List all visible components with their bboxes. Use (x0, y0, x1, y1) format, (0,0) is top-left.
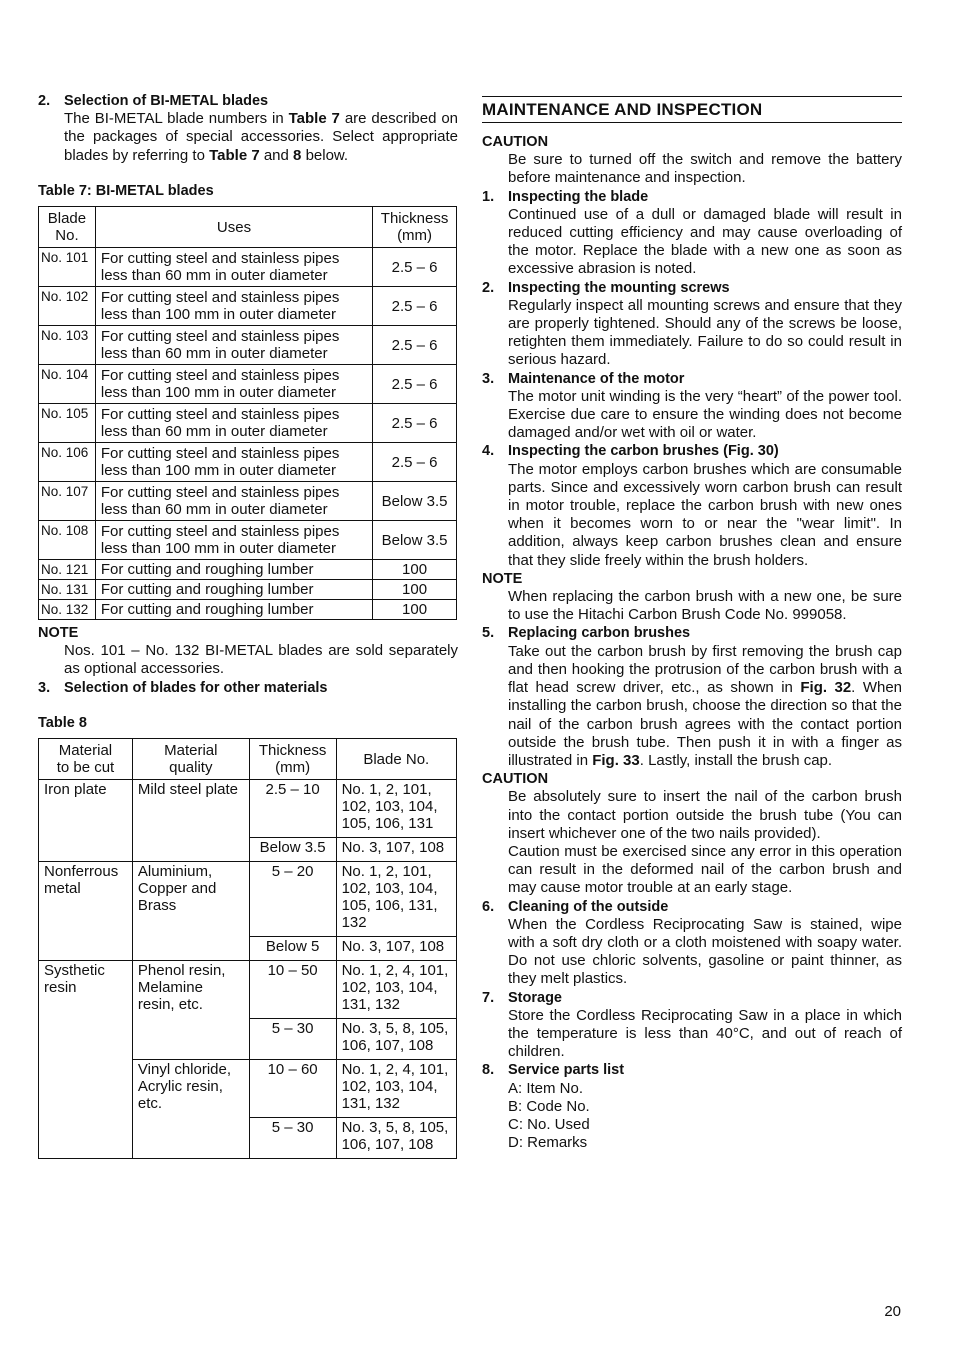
list-item: D: Remarks (508, 1134, 588, 1152)
item-5-text: Take out the carbon brush by first removing the brush cap and then hooking the protrusion of the carbon brush with a flat head screw driver, etc., as shown in Fig. 32. When installing the carbon brush, choose the direction so that the nail of the carbon brush agrees with the contact portion outside the brush tube. Then push it in with a finger as illustrated in Fig. 33. Lastly, install the brush cap. (508, 642, 902, 769)
blade-number-cell: No. 1, 2, 4, 101, 102, 103, 104, 131, 132 (336, 961, 456, 1019)
note-text: When replacing the carbon brush with a new one, be sure to use the Hitachi Carbon Brush Code No. 999058. (508, 588, 902, 624)
text: When installing the carbon brush, choose the direction so that the nail of the carbon brush agrees with the contact portion outside the brush tube. Then push it in with a finger as illustrated in (508, 679, 902, 769)
text: . Lastly, install the brush cap. (639, 751, 833, 769)
list-item: C: No. Used (508, 1115, 590, 1133)
blade-number-cell: No. 131 (39, 580, 96, 600)
text: are described on the packages of special accessories. Select appropriate blades by referring to (64, 110, 459, 164)
blade-number-cell: No. 106 (39, 443, 96, 482)
material-cell: Systhetic resin (39, 961, 133, 1159)
service-parts-list (482, 1080, 902, 1153)
table-reference: 8 (293, 146, 302, 164)
uses-cell: For cutting steel and stainless pipes less than 60 mm in outer diameter (95, 404, 372, 443)
material-cell: Iron plate (39, 780, 133, 862)
thickness-cell: Below 5 (249, 937, 336, 961)
column-header: Material quality (132, 739, 249, 780)
thickness-cell: Below 3.5 (373, 482, 457, 521)
thickness-cell: 100 (373, 560, 457, 580)
item-title: Inspecting the mounting screws (508, 279, 730, 296)
table-row (39, 326, 457, 365)
table-row (39, 404, 457, 443)
list-item: B: Code No. (508, 1097, 590, 1115)
item-8-heading (482, 1061, 902, 1079)
table-8 (38, 738, 457, 1159)
blade-number-cell: No. 101 (39, 248, 96, 287)
uses-cell: For cutting steel and stainless pipes less than 60 mm in outer diameter (95, 482, 372, 521)
item-number: 5. (482, 625, 495, 642)
quality-cell: Vinyl chloride, Acrylic resin, etc. (132, 1060, 249, 1159)
column-header: Blade No. (39, 207, 96, 248)
blade-number-cell: No. 3, 107, 108 (336, 937, 456, 961)
section-title: Selection of BI-METAL blades (64, 93, 269, 109)
note-label: NOTE (38, 625, 79, 642)
uses-cell: For cutting and roughing lumber (95, 580, 372, 600)
thickness-cell: 100 (373, 600, 457, 620)
quality-cell: Aluminium, Copper and Brass (132, 862, 249, 961)
blade-number-cell: No. 105 (39, 404, 96, 443)
table-reference: Table 7 (209, 146, 260, 164)
item-number: 1. (482, 188, 495, 205)
thickness-cell: 5 – 20 (249, 862, 336, 937)
uses-cell: For cutting and roughing lumber (95, 560, 372, 580)
thickness-cell: 10 – 60 (249, 1060, 336, 1118)
item-title: Inspecting the blade (508, 188, 649, 205)
thickness-cell: Below 3.5 (249, 838, 336, 862)
thickness-cell: 10 – 50 (249, 961, 336, 1019)
blade-number-cell: No. 108 (39, 521, 96, 560)
item-text: When the Cordless Reciprocating Saw is stained, wipe with a soft dry cloth or a cloth moistened with soapy water. Do not use chloric solvents, gasoline or paint thinner, as they melt plastics. (508, 915, 902, 988)
table-row (39, 961, 457, 1019)
table-row (39, 862, 457, 937)
blade-number-cell: No. 107 (39, 482, 96, 521)
figure-reference: Fig. 32 (800, 679, 852, 697)
thickness-cell: 2.5 – 6 (373, 326, 457, 365)
uses-cell: For cutting and roughing lumber (95, 600, 372, 620)
section-2-text (38, 110, 458, 165)
item-7-heading (482, 989, 902, 1007)
column-header: Thickness (mm) (373, 207, 457, 248)
item-4-heading (482, 442, 902, 460)
thickness-cell: Below 3.5 (373, 521, 457, 560)
item-number: 7. (482, 989, 495, 1006)
item-number: 4. (482, 443, 495, 460)
thickness-cell: 5 – 30 (249, 1118, 336, 1159)
column-header: Uses (95, 207, 372, 248)
caution-label: CAUTION (482, 771, 549, 788)
table-reference: Table 7 (288, 110, 340, 128)
thickness-cell: 2.5 – 6 (373, 404, 457, 443)
blade-number-cell: No. 3, 5, 8, 105, 106, 107, 108 (336, 1118, 456, 1159)
blade-number-cell: No. 1, 2, 4, 101, 102, 103, 104, 131, 132 (336, 1060, 456, 1118)
blade-number-cell: No. 3, 5, 8, 105, 106, 107, 108 (336, 1019, 456, 1060)
section-number: 3. (38, 679, 51, 696)
page-number: 20 (884, 1303, 901, 1320)
table-header-row (39, 739, 457, 780)
section-title: MAINTENANCE AND INSPECTION (482, 96, 902, 123)
column-header: Blade No. (336, 739, 456, 780)
table-row (39, 521, 457, 560)
table-7-caption: Table 7: BI-METAL blades (38, 182, 214, 199)
blade-number-cell: No. 102 (39, 287, 96, 326)
blade-number-cell: No. 104 (39, 365, 96, 404)
item-title: Replacing carbon brushes (508, 625, 691, 642)
caution-text: Caution must be exercised since any error in this operation can result in the deformed nail of the carbon brush and may cause motor trouble at an early stage. (508, 842, 902, 897)
thickness-cell: 5 – 30 (249, 1019, 336, 1060)
text: below. (305, 146, 349, 164)
text: Take out the carbon brush by first removing the brush cap and then hooking the protrusion of the carbon brush with a flat head screw driver, etc., as shown in (508, 642, 902, 697)
table-row (39, 600, 457, 620)
section-title: Selection of blades for other materials (64, 679, 328, 696)
item-5-heading (482, 624, 902, 642)
section-2-heading (38, 92, 458, 110)
item-title: Inspecting the carbon brushes (Fig. 30) (508, 443, 779, 460)
note-label: NOTE (482, 570, 523, 587)
uses-cell: For cutting steel and stainless pipes less than 100 mm in outer diameter (95, 287, 372, 326)
caution-text: Be absolutely sure to insert the nail of the carbon brush into the contact portion outside the brush tube (You can insert whichever one of the two nails provided). (508, 788, 902, 842)
table-8-caption: Table 8 (38, 714, 87, 731)
blade-number-cell: No. 1, 2, 101, 102, 103, 104, 105, 106, 131 (336, 780, 456, 838)
item-2-heading (482, 279, 902, 297)
table-header-row (39, 207, 457, 248)
item-title: Service parts list (508, 1062, 625, 1079)
column-header: Material to be cut (39, 739, 133, 780)
table-row (39, 482, 457, 521)
section-number: 2. (38, 93, 51, 109)
item-title: Storage (508, 989, 562, 1006)
table-7 (38, 206, 457, 620)
right-column (482, 92, 902, 1152)
item-number: 8. (482, 1062, 495, 1079)
uses-cell: For cutting steel and stainless pipes less than 100 mm in outer diameter (95, 365, 372, 404)
caution-label: CAUTION (482, 134, 549, 150)
blade-number-cell: No. 3, 107, 108 (336, 838, 456, 862)
table-row (39, 780, 457, 838)
table-row (39, 560, 457, 580)
item-title: Maintenance of the motor (508, 370, 685, 387)
list-item: A: Item No. (508, 1079, 584, 1097)
item-text: The motor employs carbon brushes which are consumable parts. Since and excessively worn carbon brush can result in motor trouble, replace the carbon brush with new ones when it becomes worn to or near the "wear limit". In addition, always keep carbon brushes clean and ensure that they slide freely within the brush holders. (508, 460, 902, 569)
table-8-body (39, 780, 457, 1159)
item-number: 6. (482, 898, 495, 915)
thickness-cell: 2.5 – 6 (373, 365, 457, 404)
item-3-heading (482, 370, 902, 388)
table-row (39, 443, 457, 482)
uses-cell: For cutting steel and stainless pipes less than 60 mm in outer diameter (95, 248, 372, 287)
blade-number-cell: No. 1, 2, 101, 102, 103, 104, 105, 106, 131, 132 (336, 862, 456, 937)
item-6-heading (482, 898, 902, 916)
thickness-cell: 2.5 – 6 (373, 287, 457, 326)
item-number: 3. (482, 370, 495, 387)
thickness-cell: 100 (373, 580, 457, 600)
figure-reference: Fig. 33 (592, 751, 640, 769)
item-text: Continued use of a dull or damaged blade will result in reduced cutting efficiency and may cause overloading of the motor. Replace the blade with a new one as soon as excessive abrasion is noted. (508, 205, 902, 278)
thickness-cell: 2.5 – 6 (373, 248, 457, 287)
quality-cell: Mild steel plate (132, 780, 249, 862)
uses-cell: For cutting steel and stainless pipes less than 100 mm in outer diameter (95, 443, 372, 482)
table-row (39, 580, 457, 600)
item-text: Regularly inspect all mounting screws and ensure that they are properly tightened. Should any of the screws be loose, retighten them immediately. Failure to do so could result in serious hazard. (508, 296, 902, 369)
thickness-cell: 2.5 – 6 (373, 443, 457, 482)
table-7-header (39, 207, 457, 248)
uses-cell: For cutting steel and stainless pipes less than 100 mm in outer diameter (95, 521, 372, 560)
text: and (263, 146, 289, 164)
table-row (39, 365, 457, 404)
item-text: Store the Cordless Reciprocating Saw in a place in which the temperature is less than 40°C, and out of reach of children. (508, 1006, 902, 1061)
left-column (38, 92, 458, 1159)
quality-cell: Phenol resin, Melamine resin, etc. (132, 961, 249, 1060)
item-1-heading (482, 188, 902, 206)
blade-number-cell: No. 132 (39, 600, 96, 620)
item-title: Cleaning of the outside (508, 898, 669, 915)
table-row (39, 248, 457, 287)
material-cell: Nonferrous metal (39, 862, 133, 961)
column-header: Thickness (mm) (249, 739, 336, 780)
thickness-cell: 2.5 – 10 (249, 780, 336, 838)
item-number: 2. (482, 279, 495, 296)
section-3-heading (38, 679, 458, 697)
caution-text: Be sure to turned off the switch and remove the battery before maintenance and inspection. (508, 151, 902, 187)
blade-number-cell: No. 103 (39, 326, 96, 365)
table-7-body (39, 248, 457, 620)
text: The BI-METAL blade numbers in (64, 110, 284, 128)
table-row (39, 287, 457, 326)
uses-cell: For cutting steel and stainless pipes less than 60 mm in outer diameter (95, 326, 372, 365)
item-text: The motor unit winding is the very “heart” of the power tool. Exercise due care to ensure the winding does not become damaged and/or wet with oil or water. (508, 387, 902, 442)
blade-number-cell: No. 121 (39, 560, 96, 580)
note-text: Nos. 101 – No. 132 BI-METAL blades are sold separately as optional accessories. (64, 642, 458, 678)
table-8-header (39, 739, 457, 780)
